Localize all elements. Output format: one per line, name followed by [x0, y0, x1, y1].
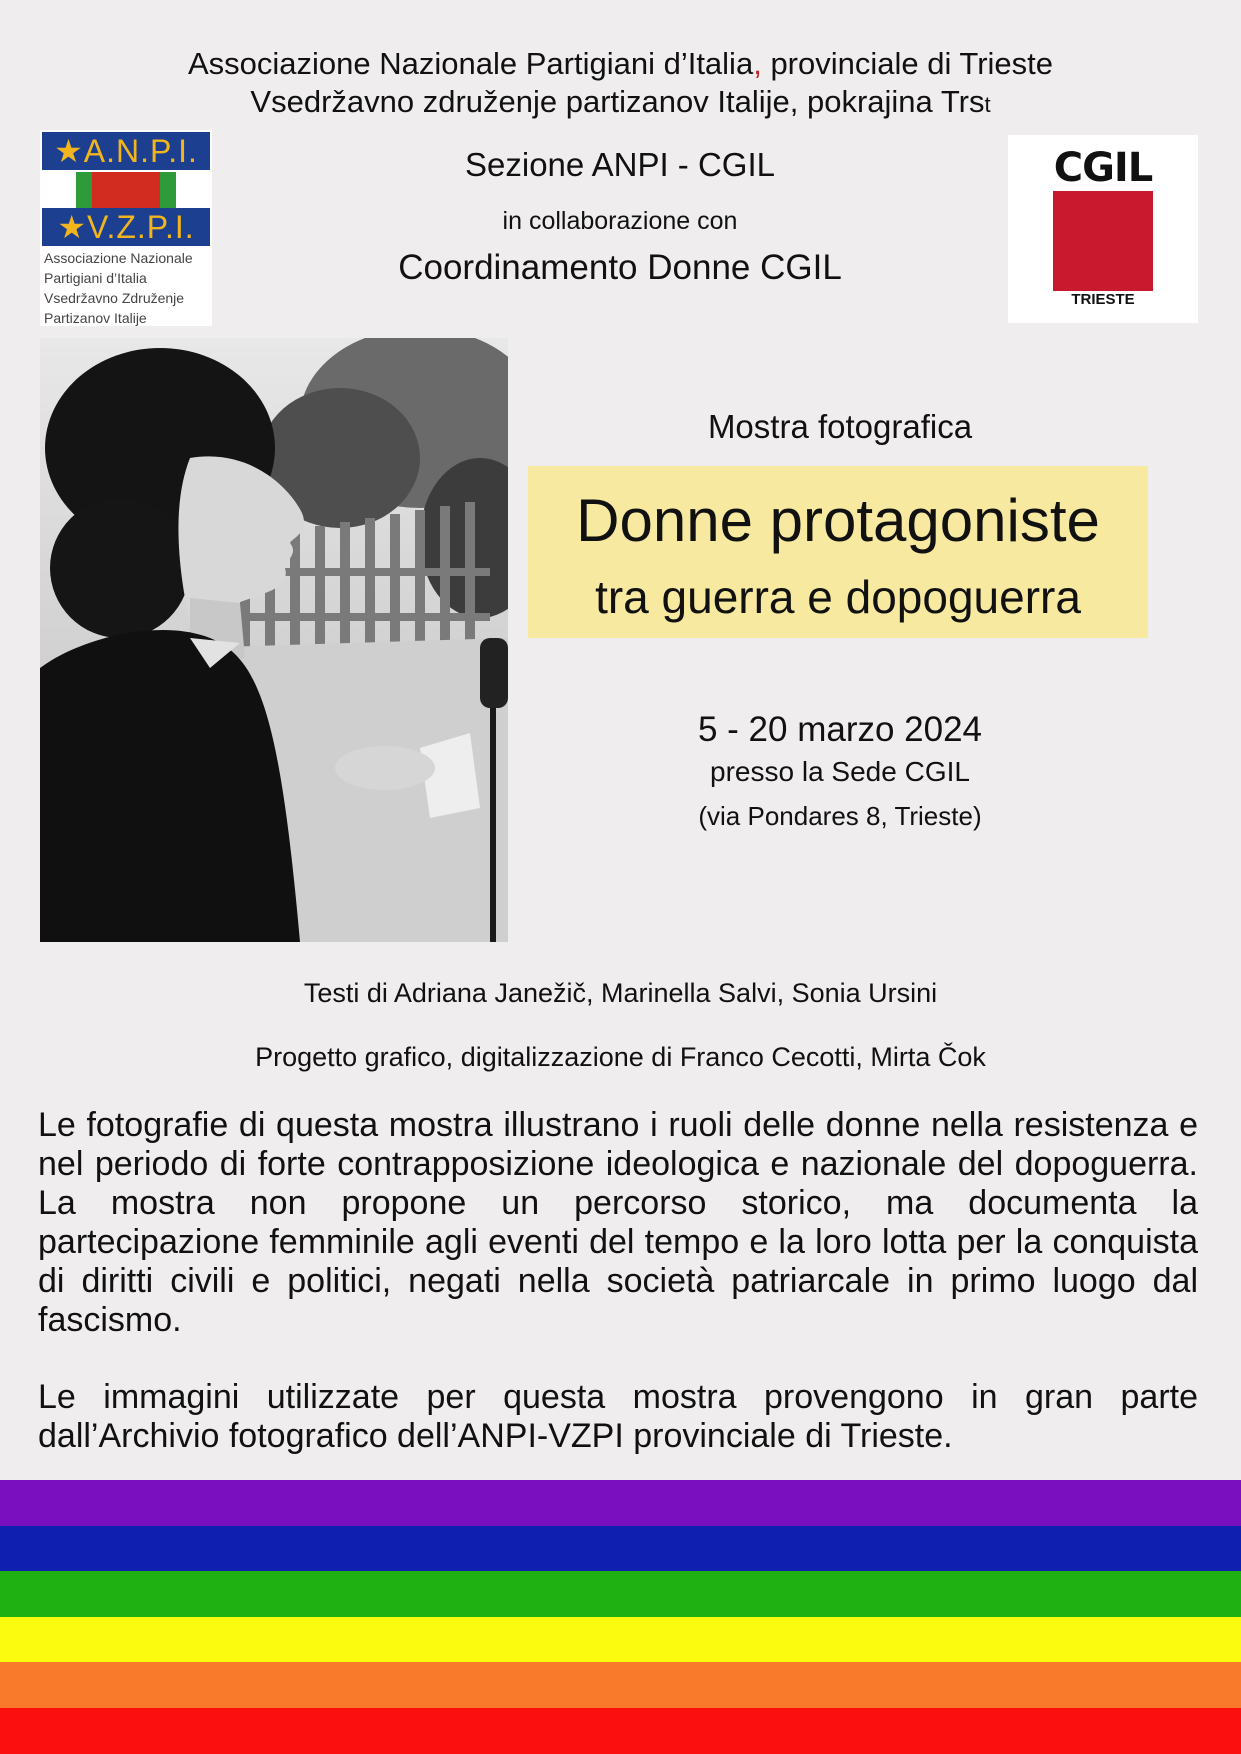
- historic-photo-woman-speaking: [40, 338, 508, 942]
- anpi-vzpi-logo: [40, 130, 212, 326]
- graphic-design-credit: Progetto grafico, digitalizzazione di Franco Cecotti, Mirta Čok: [255, 1042, 986, 1072]
- texts-credit: Testi di Adriana Janežič, Marinella Salvi, Sonia Ursini: [303, 978, 938, 1008]
- cgil-city-label: TRIESTE: [1071, 291, 1135, 308]
- rainbow-stripe-blue: [0, 1526, 1241, 1572]
- exhibition-title: Donne protagoniste: [576, 487, 1100, 554]
- collaboration-label: in collaborazione con: [502, 207, 738, 235]
- rainbow-stripe-yellow: [0, 1617, 1241, 1663]
- cgil-red-square: [1053, 191, 1153, 291]
- exhibition-title-box: [528, 466, 1148, 638]
- anpi-logo-caption: Associazione Nazionale Partigiani d’Italia Vsedržavno Združenje Partizanov Italije: [44, 250, 193, 326]
- cgil-wordmark: CGIL: [1053, 145, 1153, 191]
- section-title: Sezione ANPI - CGIL: [465, 146, 775, 183]
- exhibition-dates: 5 - 20 marzo 2024: [697, 710, 983, 749]
- rainbow-stripe-violet: [0, 1480, 1241, 1526]
- rainbow-stripes: [0, 1480, 1241, 1754]
- organization-name-italian: Associazione Nazionale Partigiani d’Italia, provinciale di Trieste: [187, 46, 1054, 81]
- description-paragraph-1: Le fotografie di questa mostra illustrano i ruoli delle donne nella resistenza e nel periodo di forte contrapposizione ideologica e nazionale del dopoguerra. La mostra non propone un percorso storico, ma documenta la partecipazione femminile agli eventi del tempo e la loro lotta per la conquista di diritti civili e politici, negati nella società patriarcale in primo luogo dal fascismo.: [38, 1106, 1198, 1339]
- photo-illustration: [40, 338, 508, 942]
- rainbow-stripe-red: [0, 1708, 1241, 1754]
- description-paragraph-2: Le immagini utilizzate per questa mostra provengono in gran parte dall’Archivio fotografico dell’ANPI-VZPI provinciale di Trieste.: [38, 1378, 1198, 1455]
- exhibition-venue: presso la Sede CGIL: [710, 756, 970, 787]
- exhibition-subtitle: tra guerra e dopoguerra: [595, 571, 1081, 623]
- exhibition-type: Mostra fotografica: [707, 408, 973, 445]
- cgil-logo: [1008, 135, 1198, 323]
- rainbow-stripe-green: [0, 1571, 1241, 1617]
- organization-name-slovenian: Vsedržavno združenje partizanov Italije, pokrajina Trst: [250, 84, 991, 119]
- anpi-logo-top-band: ★A.N.P.I.: [42, 132, 210, 170]
- anpi-logo-bottom-band: ★V.Z.P.I.: [42, 208, 210, 246]
- coordination-name: Coordinamento Donne CGIL: [398, 248, 842, 287]
- exhibition-address: (via Pondares 8, Trieste): [698, 801, 982, 831]
- italian-flag-stripe: [42, 172, 210, 212]
- rainbow-stripe-orange: [0, 1662, 1241, 1708]
